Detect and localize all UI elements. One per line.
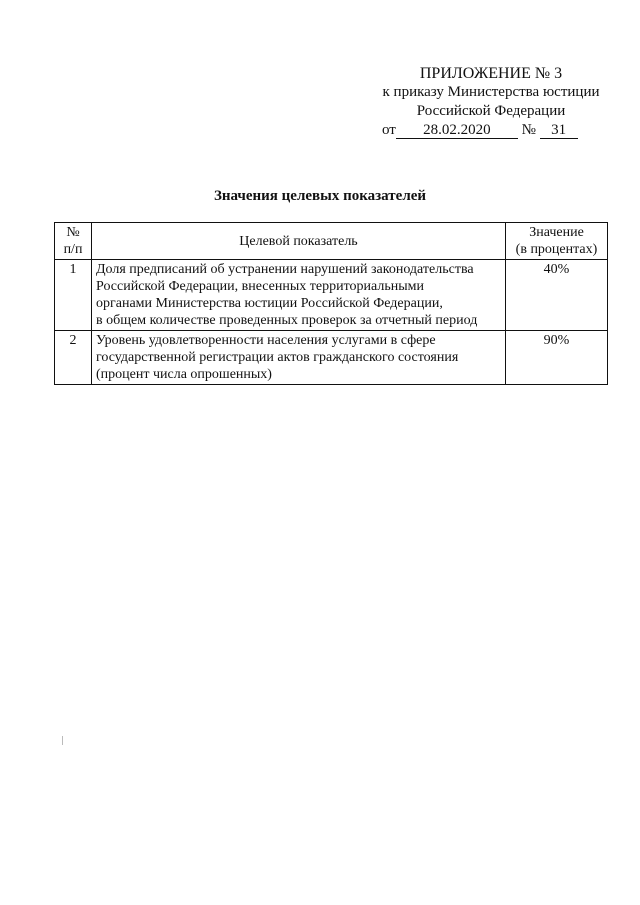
- order-number: 31: [540, 122, 578, 139]
- date-prefix: от: [382, 122, 396, 138]
- appendix-block: [366, 64, 616, 140]
- row-number: 1: [55, 260, 92, 331]
- header-value-line2: (в процентах): [515, 242, 598, 257]
- indicator-line: Российской Федерации, внесенных территориальными: [96, 279, 424, 294]
- indicator-line: Доля предписаний об устранении нарушений законодательства: [96, 262, 474, 277]
- indicator-line: органами Министерства юстиции Российской Федерации,: [96, 296, 443, 311]
- number-prefix: №: [521, 122, 536, 138]
- document-title: Значения целевых показателей: [213, 188, 427, 204]
- header-number-line1: №: [66, 225, 80, 240]
- appendix-heading: ПРИЛОЖЕНИЕ № 3: [419, 65, 563, 82]
- header-number: [55, 223, 92, 260]
- targets-table: [54, 222, 608, 385]
- table-header-row: [55, 223, 608, 260]
- table-row: [55, 260, 608, 331]
- header-indicator: Целевой показатель: [92, 223, 506, 260]
- row-value: 90%: [506, 331, 608, 385]
- table-row: [55, 331, 608, 385]
- header-value: [506, 223, 608, 260]
- row-number: 2: [55, 331, 92, 385]
- header-value-line1: Значение: [529, 225, 584, 240]
- indicator-line: Уровень удовлетворенности населения услугами в сфере: [96, 333, 436, 348]
- row-value: 40%: [506, 260, 608, 331]
- appendix-order-line: к приказу Министерства юстиции: [382, 84, 600, 100]
- indicator-line: (процент числа опрошенных): [96, 367, 272, 382]
- indicator-line: в общем количестве проведенных проверок за отчетный период: [96, 313, 478, 328]
- indicator-line: государственной регистрации актов гражданского состояния: [96, 350, 459, 365]
- order-date: 28.02.2020: [396, 122, 518, 139]
- order-date-number-line: [366, 121, 616, 140]
- row-indicator: [92, 331, 506, 385]
- scan-artifact-mark: [62, 736, 63, 745]
- appendix-country-line: Российской Федерации: [416, 103, 566, 119]
- row-indicator: [92, 260, 506, 331]
- header-number-line2: п/п: [63, 242, 83, 257]
